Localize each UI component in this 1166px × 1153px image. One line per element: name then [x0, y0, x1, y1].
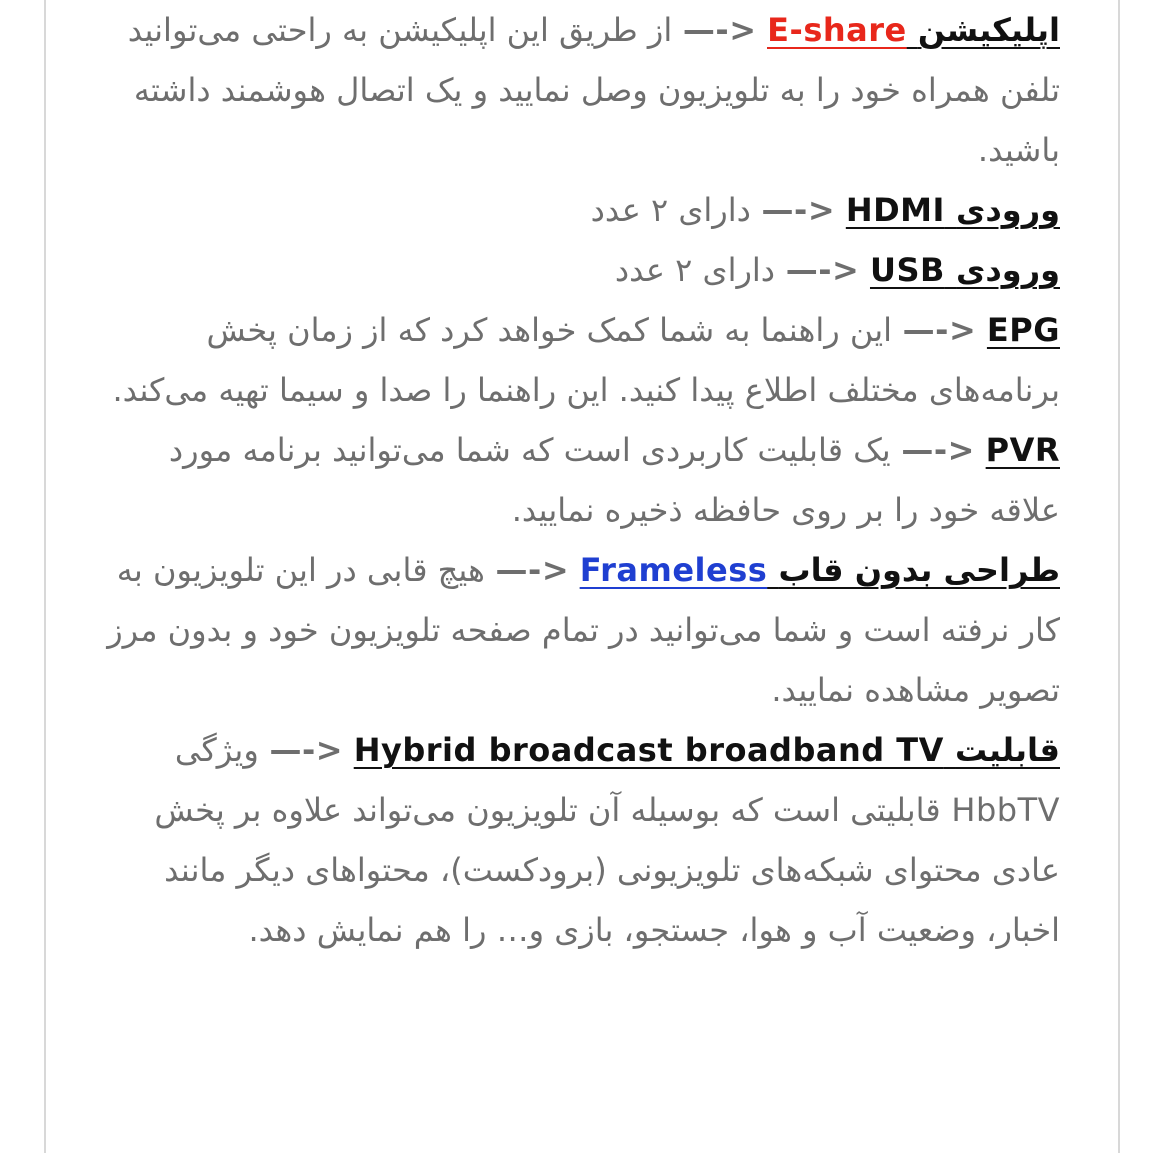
arrow-separator: —-> — [902, 311, 977, 349]
frameless-link[interactable]: Frameless — [579, 551, 768, 589]
term-prefix: اپلیکیشن — [917, 11, 1060, 49]
feature-term: EPG — [986, 311, 1060, 349]
feature-item-eshare — [100, 0, 1060, 180]
feature-term — [846, 191, 1060, 229]
feature-description: دارای ۲ عدد — [590, 191, 751, 229]
arrow-separator: —-> — [761, 191, 836, 229]
feature-description: هیچ قابی در این تلویزیون به کار نرفته است و شما می‌توانید در تمام صفحه تلویزیون خود و بدون مرز تصویر مشاهده نمایید. — [107, 551, 1060, 709]
feature-list — [100, 0, 1060, 960]
arrow-separator: —-> — [682, 11, 757, 49]
feature-item-epg — [100, 300, 1060, 420]
eshare-link[interactable]: E-share — [767, 11, 907, 49]
term-prefix: قابلیت — [955, 731, 1060, 769]
term-prefix: طراحی بدون قاب — [778, 551, 1060, 589]
feature-term — [580, 551, 1060, 589]
feature-description: ویژگی HbbTV قابلیتی است که بوسیله آن تلویزیون می‌تواند علاوه بر پخش عادی محتوای شبکه‌های تلویزیونی (برودکست)، محتواهای دیگر مانند اخبار، وضعیت آب و هوا، جستجو، بازی و… را هم نمایش دهد. — [154, 731, 1060, 949]
feature-item-usb — [100, 240, 1060, 300]
arrow-separator: —-> — [785, 251, 860, 289]
term-code: HDMI — [845, 191, 945, 229]
feature-item-hbbtv — [100, 720, 1060, 960]
feature-item-hdmi — [100, 180, 1060, 240]
term-code: Hybrid broadcast broadband TV — [353, 731, 944, 769]
arrow-separator: —-> — [269, 731, 344, 769]
feature-term — [767, 11, 1060, 49]
feature-description: دارای ۲ عدد — [614, 251, 776, 289]
feature-description: یک قابلیت کاربردی است که شما می‌توانید برنامه مورد علاقه خود را بر روی حافظه ذخیره نمایید. — [168, 431, 1060, 529]
feature-term — [870, 251, 1060, 289]
feature-item-pvr — [100, 420, 1060, 540]
feature-item-frameless — [100, 540, 1060, 720]
term-prefix: ورودی — [956, 251, 1060, 289]
feature-term: PVR — [985, 431, 1060, 469]
feature-description: این راهنما به شما کمک خواهد کرد که از زمان پخش برنامه‌های مختلف اطلاع پیدا کنید. این راهنما را صدا و سیما تهیه می‌کند. — [112, 311, 1060, 409]
term-code: USB — [869, 251, 945, 289]
feature-description: از طریق این اپلیکیشن به راحتی می‌توانید تلفن همراه خود را به تلویزیون وصل نمایید و یک اتصال هوشمند داشته باشید. — [127, 11, 1060, 169]
arrow-separator: —-> — [901, 431, 975, 469]
arrow-separator: —-> — [495, 551, 570, 589]
term-prefix: ورودی — [956, 191, 1060, 229]
feature-term — [354, 731, 1060, 769]
